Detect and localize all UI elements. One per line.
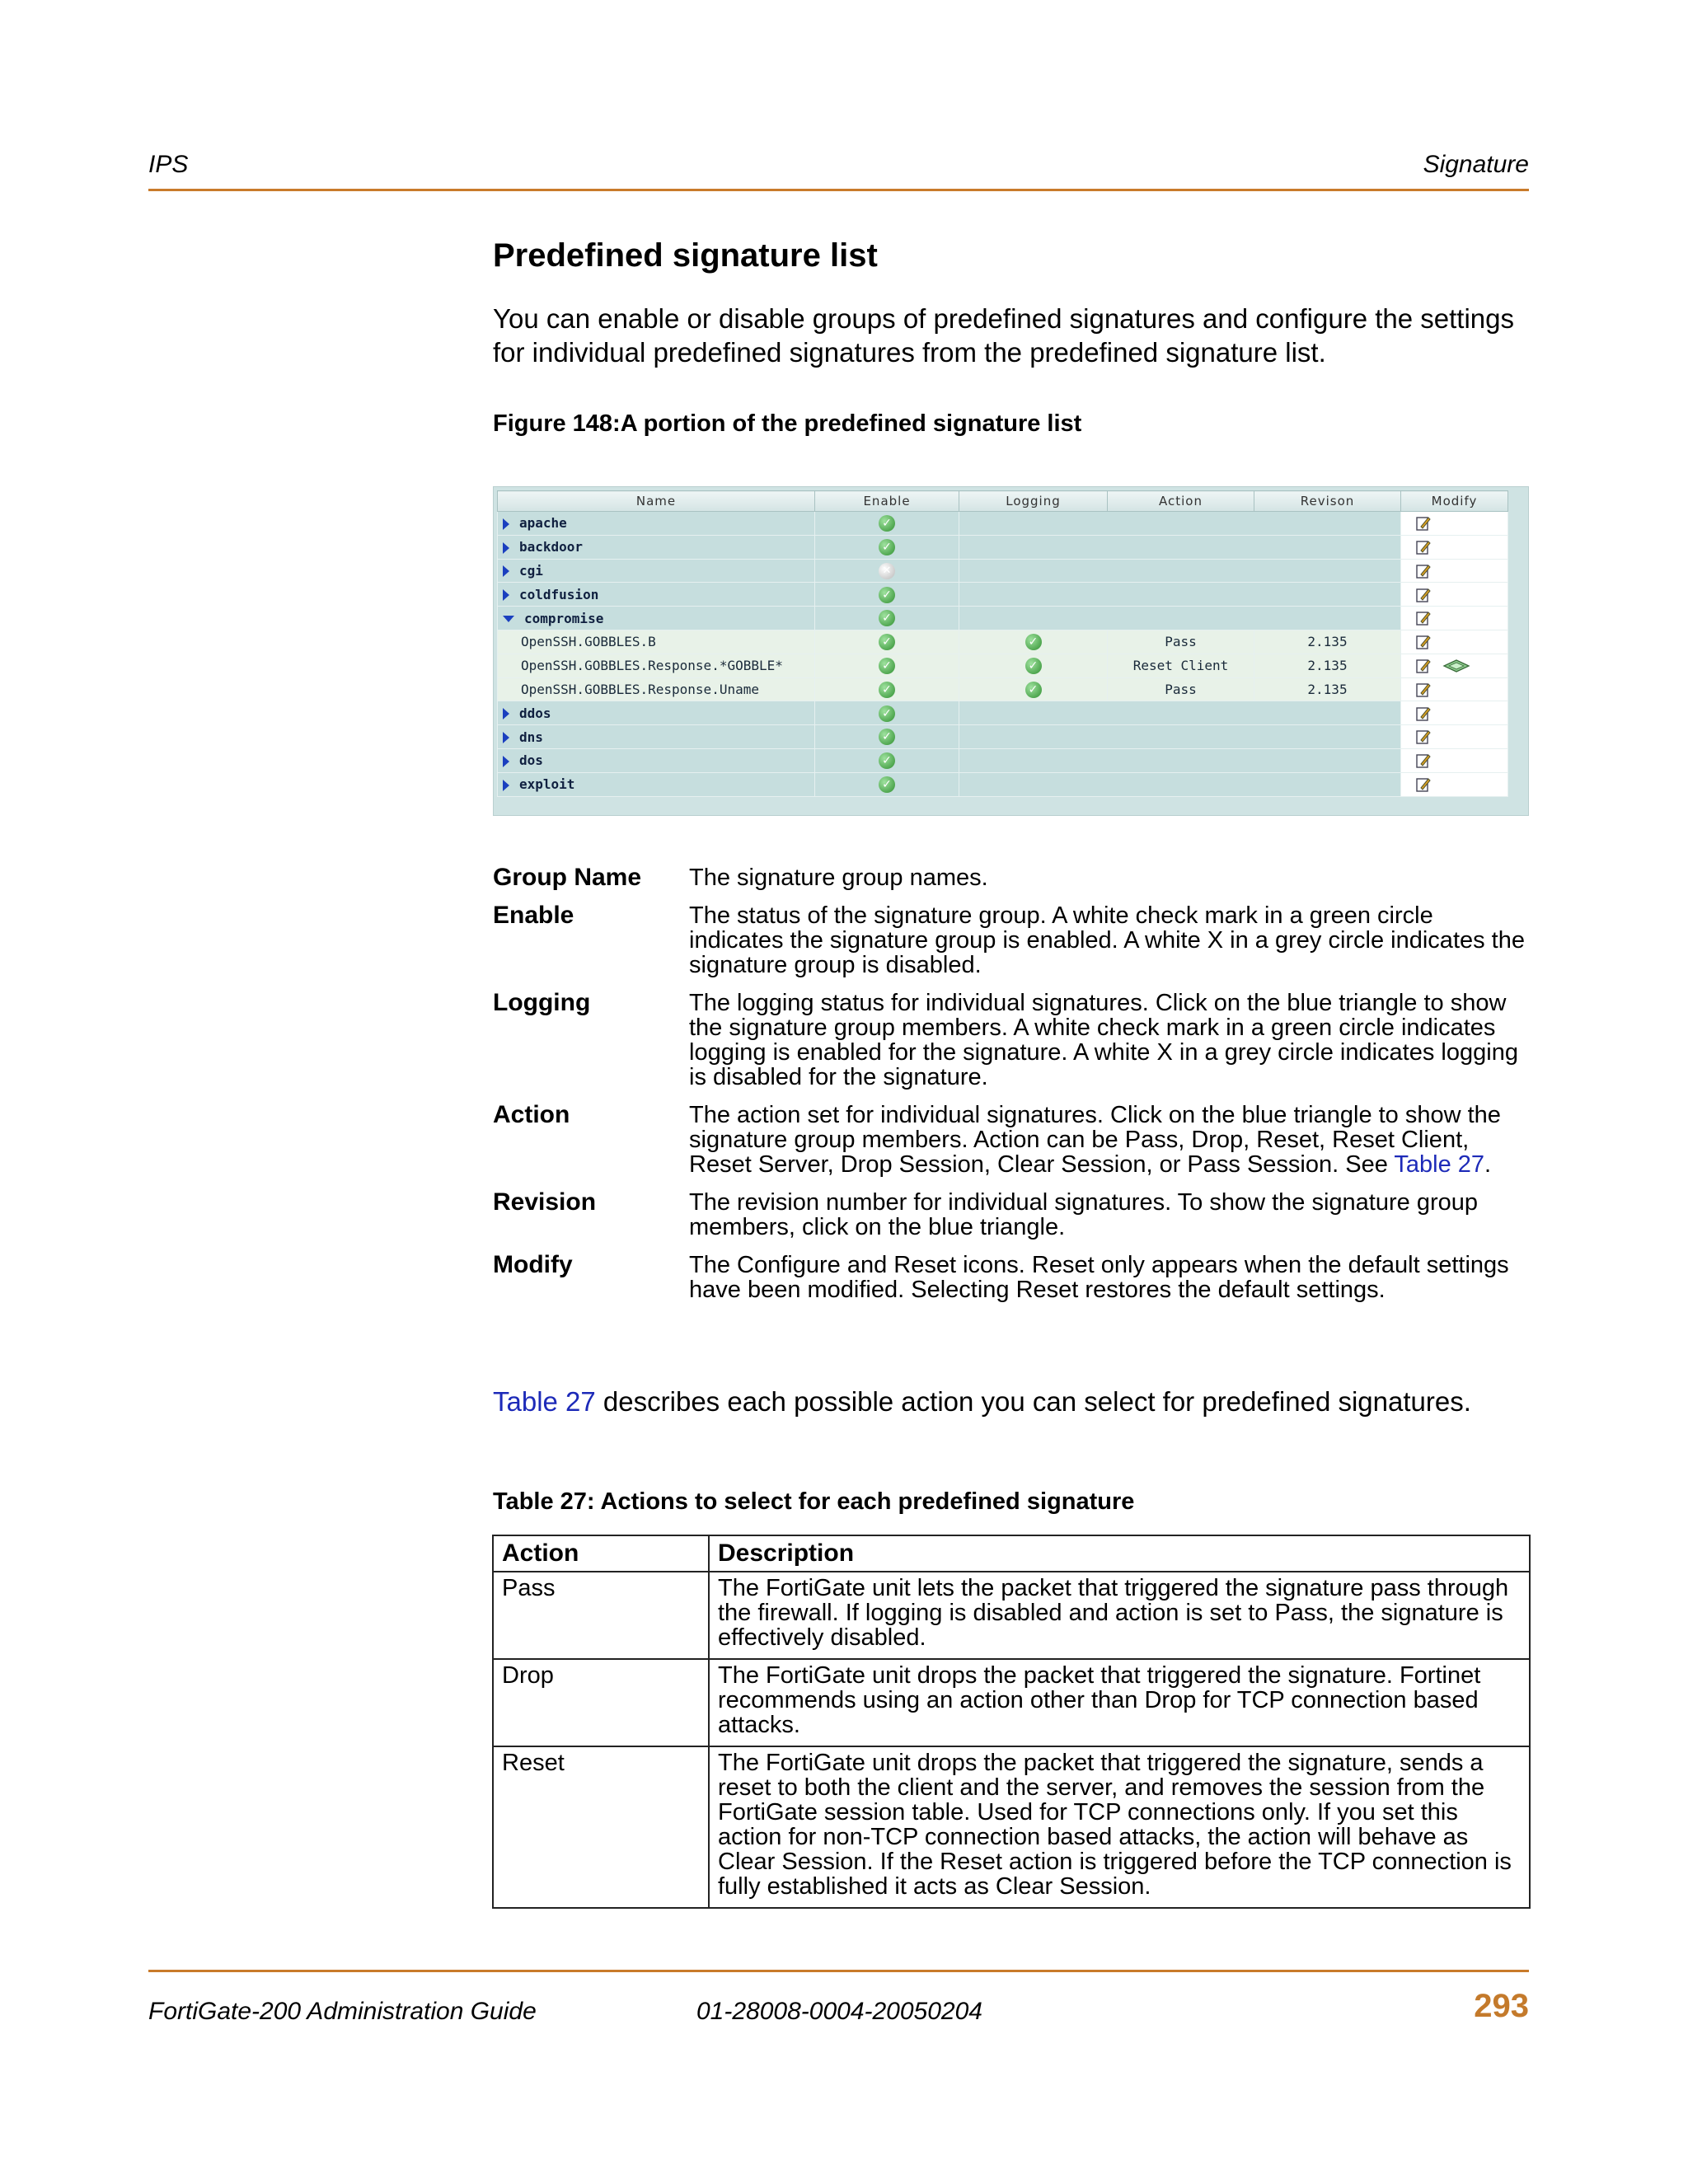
logging-cell: [959, 677, 1108, 701]
group-name: apache: [519, 515, 567, 532]
revision-cell: 2.135: [1254, 654, 1401, 677]
table-caption: Table 27: Actions to select for each predefined signature: [493, 1488, 1135, 1515]
action-name: Reset: [493, 1746, 709, 1908]
header-topic: Signature: [1423, 151, 1529, 178]
table-row: [493, 1572, 1530, 1659]
group-name-cell[interactable]: [498, 583, 815, 607]
edit-icon[interactable]: [1416, 634, 1431, 650]
header-description: Description: [709, 1535, 1530, 1572]
signature-name: OpenSSH.GOBBLES.Response.Uname: [498, 677, 815, 701]
triangle-right-icon[interactable]: [503, 780, 509, 791]
group-name: coldfusion: [519, 586, 599, 602]
column-header-name[interactable]: Name: [498, 491, 815, 512]
modify-cell: [1401, 583, 1508, 607]
action-name: Drop: [493, 1659, 709, 1746]
check-circle-icon[interactable]: ✓: [879, 587, 895, 603]
group-name: dns: [519, 729, 543, 745]
group-spacer: [959, 748, 1401, 772]
definition-term: Action: [493, 1101, 570, 1128]
definition-desc: The Configure and Reset icons. Reset only appears when the default settings have been modified. Selecting Reset restores the default settings.: [689, 1252, 1509, 1303]
signature-group-row: [498, 583, 1508, 607]
column-header-logging[interactable]: Logging: [959, 491, 1108, 512]
enable-cell: [815, 559, 959, 583]
group-name: compromise: [524, 610, 604, 626]
check-circle-icon[interactable]: ✓: [879, 705, 895, 722]
signature-group-row: [498, 559, 1508, 583]
check-circle-icon[interactable]: ✓: [879, 682, 895, 698]
enable-cell: [815, 630, 959, 654]
group-name: exploit: [519, 776, 575, 793]
footer-guide-title: FortiGate-200 Administration Guide: [148, 1998, 537, 2025]
triangle-right-icon[interactable]: [503, 708, 509, 719]
table-27-link[interactable]: Table 27: [493, 1386, 596, 1417]
check-circle-icon[interactable]: ✓: [1025, 682, 1042, 698]
definition-text: The action set for individual signatures. Click on the blue triangle to show the signature group members. Action can be Pass, Drop, Reset, Reset Client, Reset Server, Drop Session, Clear Session, or Pass Session. See: [689, 1102, 1501, 1178]
signature-table: [497, 490, 1508, 797]
enable-cell: [815, 748, 959, 772]
edit-icon[interactable]: [1416, 587, 1431, 603]
figure-caption: Figure 148:A portion of the predefined signature list: [493, 410, 1082, 437]
check-circle-icon[interactable]: ✓: [879, 634, 895, 650]
group-name: cgi: [519, 562, 543, 579]
action-cell: Pass: [1108, 677, 1254, 701]
group-name-cell[interactable]: [498, 512, 815, 536]
definition-term: Modify: [493, 1251, 573, 1278]
enable-cell: [815, 725, 959, 749]
check-circle-icon[interactable]: ✓: [879, 752, 895, 769]
header-section: IPS: [148, 151, 189, 178]
modify-cell: [1401, 772, 1508, 796]
modify-cell: [1401, 725, 1508, 749]
definition-term: Revision: [493, 1188, 597, 1216]
signature-member-row: [498, 654, 1508, 677]
signature-name: OpenSSH.GOBBLES.B: [498, 630, 815, 654]
signature-list-screenshot: [493, 486, 1529, 816]
action-cell: Reset Client: [1108, 654, 1254, 677]
edit-icon[interactable]: [1416, 705, 1431, 722]
column-header-enable[interactable]: Enable: [815, 491, 959, 512]
group-name-cell[interactable]: [498, 701, 815, 725]
table-row: [493, 1746, 1530, 1908]
triangle-right-icon[interactable]: [503, 589, 509, 601]
edit-icon[interactable]: [1416, 776, 1431, 793]
modify-cell: [1401, 701, 1508, 725]
table-row: [493, 1659, 1530, 1746]
check-circle-icon[interactable]: ✓: [879, 539, 895, 555]
triangle-right-icon[interactable]: [503, 756, 509, 767]
x-circle-icon[interactable]: ✕: [879, 563, 895, 579]
check-circle-icon[interactable]: ✓: [1025, 634, 1042, 650]
enable-cell: [815, 535, 959, 559]
edit-icon[interactable]: [1416, 752, 1431, 769]
action-description: The FortiGate unit lets the packet that triggered the signature pass through the firewall. If logging is disabled and action is set to Pass, the signature is effectively disabled.: [709, 1572, 1530, 1659]
modify-cell: [1401, 630, 1508, 654]
definition-desc: The logging status for individual signatures. Click on the blue triangle to show the signature group members. A white check mark in a green circle indicates logging is enabled for the signature. A white X in a grey circle indicates logging is disabled for the signature.: [689, 990, 1518, 1090]
check-circle-icon[interactable]: ✓: [879, 610, 895, 626]
triangle-right-icon[interactable]: [503, 565, 509, 577]
actions-table-header: [493, 1535, 1530, 1572]
modify-cell: [1401, 677, 1508, 701]
group-name: ddos: [519, 705, 551, 721]
actions-table: [492, 1535, 1531, 1909]
signature-group-row: [498, 535, 1508, 559]
signature-group-row: [498, 772, 1508, 796]
modify-cell: [1401, 654, 1508, 677]
field-definitions: [493, 865, 1531, 1315]
signature-group-row: [498, 512, 1508, 536]
section-intro: You can enable or disable groups of predefined signatures and configure the settings for individual predefined signatures from the predefined signature list.: [493, 303, 1514, 368]
definition-desc: The status of the signature group. A white check mark in a green circle indicates the signature group is enabled. A white X in a grey circle indicates the signature group is disabled.: [689, 902, 1525, 978]
signature-member-row: [498, 677, 1508, 701]
action-cell: Pass: [1108, 630, 1254, 654]
group-name: dos: [519, 752, 543, 769]
triangle-right-icon[interactable]: [503, 732, 509, 743]
group-spacer: [959, 607, 1401, 630]
group-name-cell[interactable]: [498, 725, 815, 749]
check-circle-icon[interactable]: ✓: [879, 515, 895, 532]
modify-cell: [1401, 748, 1508, 772]
header-action: Action: [493, 1535, 709, 1572]
logging-cell: [959, 630, 1108, 654]
signature-group-row: [498, 725, 1508, 749]
enable-cell: [815, 701, 959, 725]
check-circle-icon[interactable]: ✓: [879, 729, 895, 745]
group-spacer: [959, 512, 1401, 536]
revision-cell: 2.135: [1254, 677, 1401, 701]
definition-desc: [689, 1103, 1531, 1177]
definition-desc: The revision number for individual signatures. To show the signature group members, click on the blue triangle.: [689, 1189, 1478, 1240]
signature-group-row: [498, 701, 1508, 725]
reset-icon[interactable]: [1442, 658, 1470, 673]
signature-group-row: [498, 607, 1508, 630]
column-header-revision[interactable]: Revison: [1254, 491, 1401, 512]
group-spacer: [959, 701, 1401, 725]
definition-row: [493, 1103, 1531, 1177]
section-title: Predefined signature list: [493, 237, 878, 274]
action-name: Pass: [493, 1572, 709, 1659]
group-spacer: [959, 583, 1401, 607]
edit-icon[interactable]: [1416, 539, 1431, 555]
signature-group-row: [498, 748, 1508, 772]
footer-doc-number: 01-28008-0004-20050204: [696, 1998, 982, 2025]
table-reference-paragraph: [493, 1386, 1471, 1418]
edit-icon[interactable]: [1416, 515, 1431, 532]
action-description: The FortiGate unit drops the packet that triggered the signature, sends a reset to both the client and the server, and removes the session from the FortiGate session table. Used for TCP connections only. If you set this action for non-TCP connection based attacks, the action will behave as Clear Session. If the Reset action is triggered before the TCP connection is fully established it acts as Clear Session.: [709, 1746, 1530, 1908]
edit-icon[interactable]: [1416, 658, 1431, 674]
paragraph-text: describes each possible action you can select for predefined signatures.: [595, 1386, 1471, 1417]
group-name-cell[interactable]: [498, 748, 815, 772]
enable-cell: [815, 512, 959, 536]
definition-tail: .: [1484, 1151, 1492, 1178]
check-circle-icon[interactable]: ✓: [879, 776, 895, 793]
group-spacer: [959, 725, 1401, 749]
definition-term: Enable: [493, 902, 574, 929]
enable-cell: [815, 583, 959, 607]
signature-table-header: [498, 491, 1508, 512]
group-name-cell[interactable]: [498, 772, 815, 796]
group-name-cell[interactable]: [498, 535, 815, 559]
column-header-action[interactable]: Action: [1108, 491, 1254, 512]
modify-cell: [1401, 512, 1508, 536]
group-spacer: [959, 772, 1401, 796]
action-description: The FortiGate unit drops the packet that triggered the signature. Fortinet recommends using an action other than Drop for TCP connection based attacks.: [709, 1659, 1530, 1746]
group-name-cell[interactable]: [498, 559, 815, 583]
check-circle-icon[interactable]: ✓: [879, 658, 895, 674]
definition-row: [493, 1253, 1531, 1302]
triangle-right-icon[interactable]: [503, 542, 509, 554]
edit-icon[interactable]: [1416, 682, 1431, 698]
edit-icon[interactable]: [1416, 610, 1431, 626]
enable-cell: [815, 772, 959, 796]
group-name: backdoor: [519, 539, 584, 555]
revision-cell: 2.135: [1254, 630, 1401, 654]
check-circle-icon[interactable]: ✓: [1025, 658, 1042, 674]
header-rule: [148, 189, 1529, 191]
group-spacer: [959, 535, 1401, 559]
column-header-modify[interactable]: Modify: [1401, 491, 1508, 512]
definition-desc: The signature group names.: [689, 865, 988, 891]
logging-cell: [959, 654, 1108, 677]
definition-row: [493, 991, 1531, 1090]
enable-cell: [815, 677, 959, 701]
group-spacer: [959, 559, 1401, 583]
table-27-link[interactable]: Table 27: [1394, 1151, 1485, 1178]
definition-term: Logging: [493, 989, 591, 1016]
signature-member-row: [498, 630, 1508, 654]
modify-cell: [1401, 559, 1508, 583]
edit-icon[interactable]: [1416, 729, 1431, 745]
definition-row: [493, 865, 1531, 890]
group-name-cell[interactable]: [498, 607, 815, 630]
enable-cell: [815, 607, 959, 630]
definition-row: [493, 903, 1531, 977]
page-number: 293: [1474, 1988, 1529, 2024]
triangle-down-icon[interactable]: [503, 616, 514, 622]
enable-cell: [815, 654, 959, 677]
modify-cell: [1401, 607, 1508, 630]
definition-row: [493, 1190, 1531, 1240]
signature-name: OpenSSH.GOBBLES.Response.*GOBBLE*: [498, 654, 815, 677]
triangle-right-icon[interactable]: [503, 518, 509, 530]
modify-cell: [1401, 535, 1508, 559]
footer-rule: [148, 1970, 1529, 1972]
edit-icon[interactable]: [1416, 563, 1431, 579]
definition-term: Group Name: [493, 864, 642, 891]
